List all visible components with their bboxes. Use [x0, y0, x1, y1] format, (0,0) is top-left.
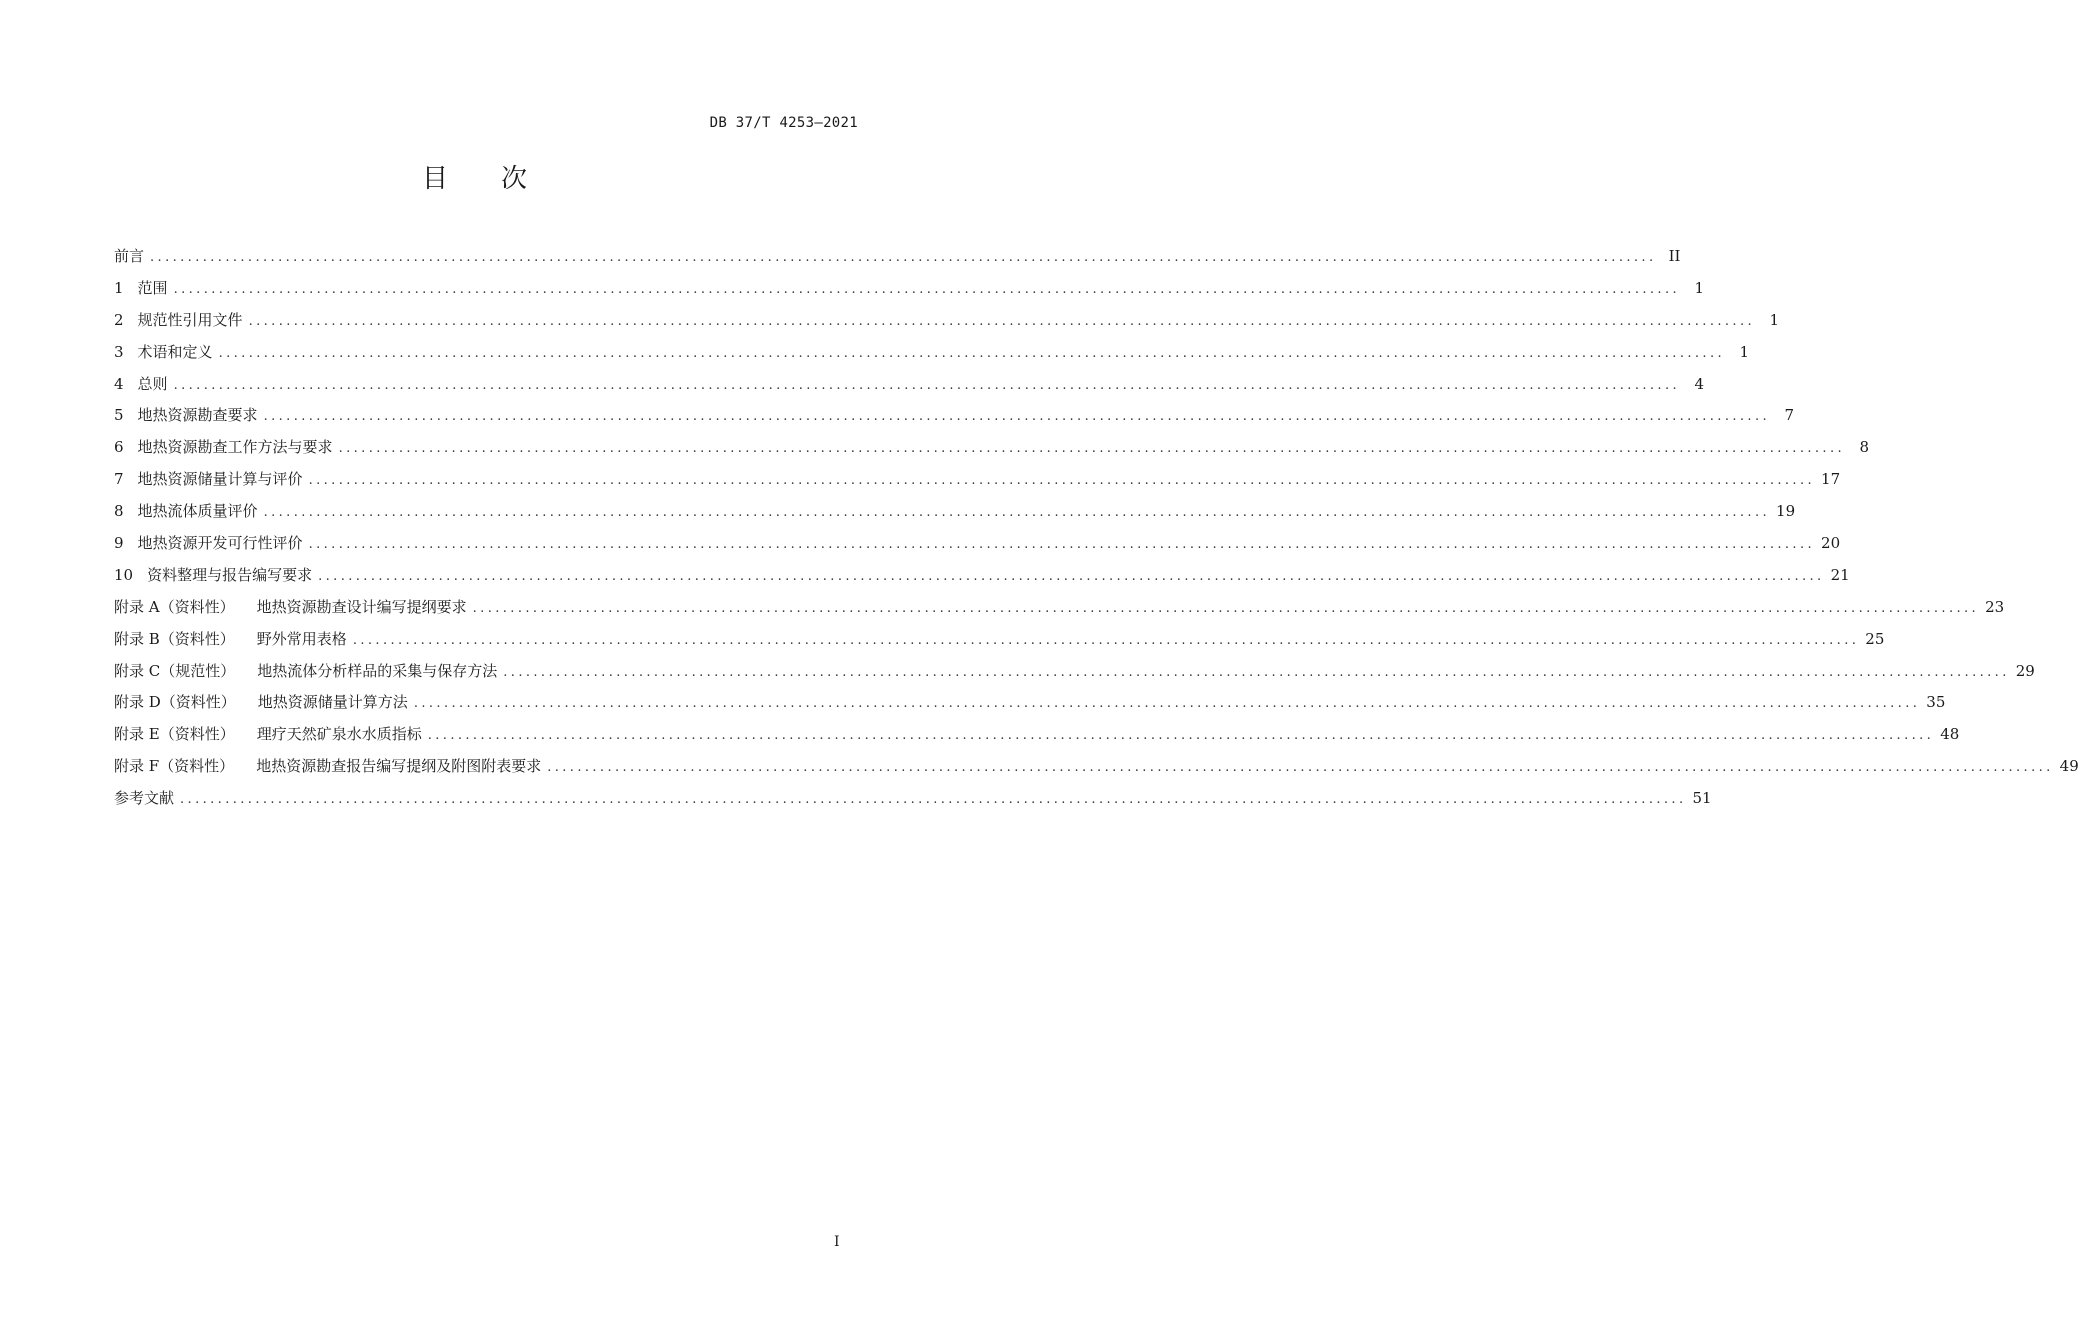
toc-entry-page: 35 — [1926, 693, 1946, 712]
toc-entry-label — [114, 750, 541, 782]
toc-entry-label: 地热资源开发可行性评价 — [137, 534, 303, 553]
toc-entry[interactable] — [114, 304, 1780, 336]
toc-entry[interactable] — [114, 336, 1750, 368]
toc-entry[interactable] — [114, 782, 1712, 814]
toc-entry[interactable] — [114, 240, 1681, 272]
toc-annex-designation: 附录 B（资料性） — [114, 629, 235, 648]
toc-entry[interactable] — [114, 750, 2079, 782]
toc-entry-number: 10 — [114, 565, 134, 584]
toc-entry-label — [114, 623, 347, 655]
toc-entry[interactable] — [114, 655, 2035, 687]
toc-entry-page: 1 — [1769, 310, 1780, 329]
toc-entry-page: 48 — [1940, 725, 1960, 744]
toc-entry-number: 4 — [114, 374, 124, 393]
toc-entry[interactable] — [114, 527, 1841, 559]
toc-dot-leader: ........................................................................................................................................................................................................ — [173, 281, 1681, 297]
toc-entry[interactable] — [114, 431, 1870, 463]
toc-dot-leader: ........................................................................................................................................................................................................ — [180, 792, 1687, 808]
toc-annex-title: 地热资源储量计算方法 — [257, 693, 408, 712]
toc-dot-leader: ........................................................................................................................................................................................................ — [218, 345, 1726, 361]
toc-entry-page: 29 — [2015, 661, 2035, 680]
toc-dot-leader: ........................................................................................................................................................................................................ — [318, 568, 1825, 584]
toc-annex-title: 地热资源勘查报告编写提纲及附图附表要求 — [256, 757, 542, 776]
toc-dot-leader: ........................................................................................................................................................................................................ — [472, 600, 1980, 616]
toc-entry-label: 术语和定义 — [137, 342, 213, 361]
toc-dot-leader: ........................................................................................................................................................................................................ — [173, 377, 1681, 393]
toc-entry[interactable] — [114, 591, 2005, 623]
toc-entry-page: 21 — [1830, 565, 1850, 584]
toc-dot-leader: ........................................................................................................................................................................................................ — [427, 728, 1935, 744]
toc-entry-page: 20 — [1821, 534, 1841, 553]
toc-entry-page: 49 — [2059, 757, 2079, 776]
toc-entry[interactable] — [114, 686, 1946, 718]
toc-entry[interactable] — [114, 272, 1705, 304]
page-title — [0, 158, 950, 195]
table-of-contents — [114, 240, 2079, 814]
toc-dot-leader: ........................................................................................................................................................................................................ — [308, 537, 1816, 553]
toc-dot-leader: ........................................................................................................................................................................................................ — [413, 696, 1921, 712]
toc-entry-page: 19 — [1776, 502, 1796, 521]
toc-dot-leader: ........................................................................................................................................................................................................ — [547, 760, 2054, 776]
toc-entry[interactable] — [114, 718, 1960, 750]
toc-entry-page: 23 — [1985, 597, 2005, 616]
toc-annex-title: 地热流体分析样品的采集与保存方法 — [257, 661, 498, 680]
toc-entry[interactable] — [114, 495, 1796, 527]
toc-dot-leader: ........................................................................................................................................................................................................ — [352, 632, 1860, 648]
toc-entry-number: 2 — [114, 310, 124, 329]
toc-entry-page: 4 — [1694, 374, 1705, 393]
toc-entry[interactable] — [114, 463, 1841, 495]
toc-entry-number: 9 — [114, 534, 124, 553]
toc-dot-leader: ........................................................................................................................................................................................................ — [338, 441, 1846, 457]
toc-entry-label: 资料整理与报告编写要求 — [147, 565, 313, 584]
toc-entry-number: 3 — [114, 342, 124, 361]
toc-entry-label: 地热资源勘查工作方法与要求 — [137, 438, 333, 457]
toc-annex-title: 地热资源勘查设计编写提纲要求 — [256, 597, 467, 616]
toc-entry-page: 7 — [1784, 406, 1795, 425]
toc-entry-label — [114, 686, 408, 718]
toc-entry-number: 1 — [114, 278, 124, 297]
toc-dot-leader: ........................................................................................................................................................................................................ — [263, 409, 1771, 425]
toc-dot-leader: ........................................................................................................................................................................................................ — [150, 250, 1657, 265]
toc-entry-number: 5 — [114, 406, 124, 425]
toc-dot-leader: ........................................................................................................................................................................................................ — [263, 505, 1771, 521]
toc-entry-page: 51 — [1692, 789, 1712, 808]
toc-entry-number: 8 — [114, 502, 124, 521]
toc-annex-designation: 附录 E（资料性） — [114, 725, 235, 744]
toc-entry-label: 总则 — [137, 374, 168, 393]
toc-dot-leader: ........................................................................................................................................................................................................ — [248, 313, 1756, 329]
toc-entry-label: 范围 — [137, 278, 168, 297]
toc-entry-page: 17 — [1821, 470, 1841, 489]
title-char-1: 目 — [421, 164, 449, 194]
toc-dot-leader: ........................................................................................................................................................................................................ — [503, 664, 2010, 680]
toc-annex-designation: 附录 D（资料性） — [114, 693, 236, 712]
toc-entry-page: 1 — [1694, 278, 1705, 297]
toc-entry-number: 7 — [114, 470, 124, 489]
toc-entry[interactable] — [114, 623, 1885, 655]
toc-entry-number: 6 — [114, 438, 124, 457]
toc-entry-label: 前言 — [114, 247, 145, 265]
toc-entry-page: 1 — [1739, 342, 1750, 361]
toc-entry[interactable] — [114, 399, 1795, 431]
toc-entry-page: II — [1668, 247, 1681, 265]
page-number: I — [834, 1234, 840, 1250]
document-code: DB 37/T 4253—2021 — [709, 115, 858, 131]
toc-entry-page: 8 — [1859, 438, 1870, 457]
toc-entry-label — [114, 718, 422, 750]
toc-annex-designation: 附录 A（资料性） — [114, 597, 235, 616]
toc-annex-designation: 附录 C（规范性） — [114, 661, 236, 680]
toc-annex-title: 理疗天然矿泉水水质指标 — [256, 725, 422, 744]
toc-entry-label: 规范性引用文件 — [137, 310, 243, 329]
toc-entry-label — [114, 655, 497, 687]
toc-entry[interactable] — [114, 559, 1850, 591]
toc-entry-label: 地热资源勘查要求 — [137, 406, 258, 425]
toc-dot-leader: ........................................................................................................................................................................................................ — [308, 473, 1816, 489]
toc-annex-designation: 附录 F（资料性） — [114, 757, 235, 776]
toc-entry-label — [114, 591, 467, 623]
toc-entry[interactable] — [114, 368, 1705, 400]
toc-entry-label: 参考文献 — [114, 789, 175, 808]
toc-entry-page: 25 — [1865, 629, 1885, 648]
toc-annex-title: 野外常用表格 — [256, 629, 347, 648]
toc-entry-label: 地热资源储量计算与评价 — [137, 470, 303, 489]
toc-entry-label: 地热流体质量评价 — [137, 502, 258, 521]
title-char-2: 次 — [501, 164, 529, 194]
